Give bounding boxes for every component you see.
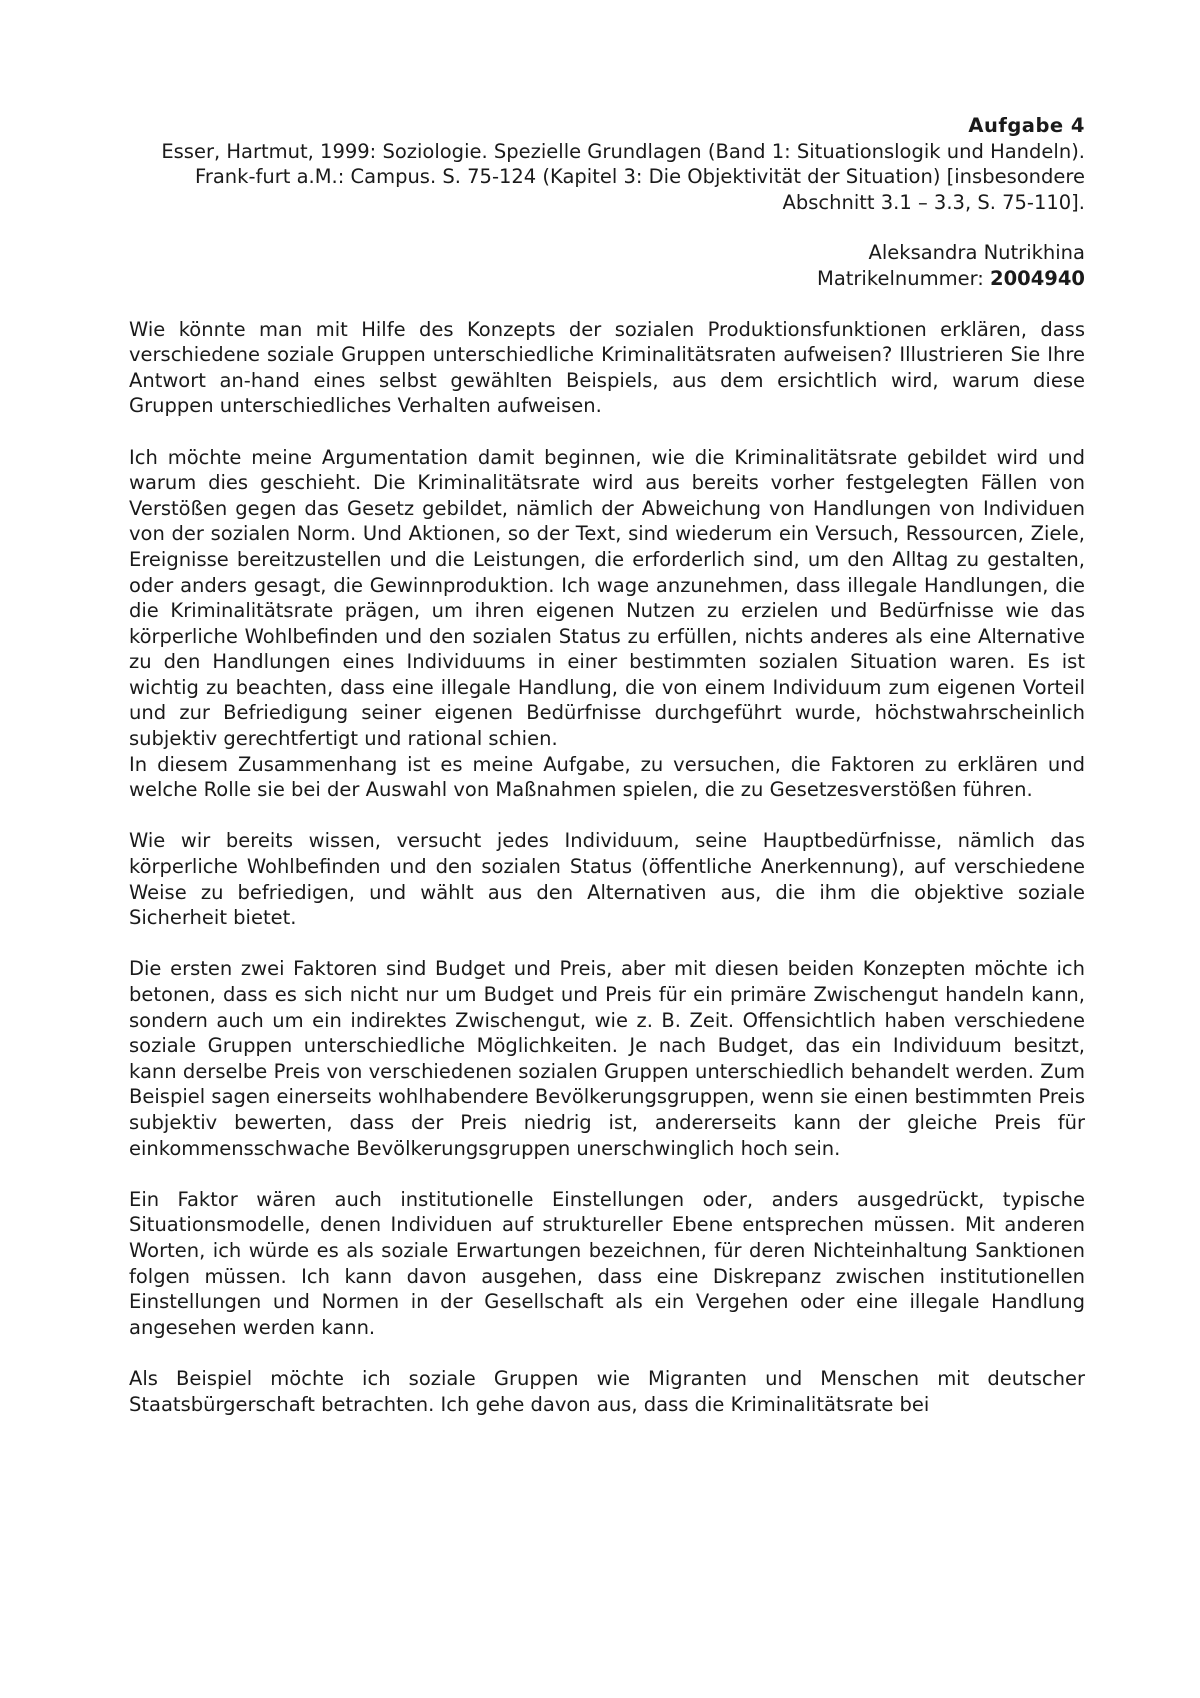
document-content: [129, 113, 1085, 1417]
paragraph-6: Als Beispiel möchte ich soziale Gruppen wie Migranten und Menschen mit deutscher Staatsbürgerschaft betrachten. Ich gehe davon aus, dass die Kriminalitätsrate bei: [129, 1366, 1085, 1416]
author-block: [129, 240, 1085, 291]
literature-reference: Esser, Hartmut, 1999: Soziologie. Spezielle Grundlagen (Band 1: Situationslogik und Handeln). Frank-furt a.M.: Campus. S. 75-124 (Kapitel 3: Die Objektivität der Situation) [insbesondere Abschnitt 3.1 – 3.3, S. 75-110].: [161, 139, 1085, 214]
matrikel-line: [129, 266, 1085, 292]
matrikel-label: Matrikelnummer:: [817, 266, 991, 290]
question-paragraph: Wie könnte man mit Hilfe des Konzepts der sozialen Produktionsfunktionen erklären, dass verschiedene soziale Gruppen unterschiedliche Kriminalitätsraten aufweisen? Illustrieren Sie Ihre Antwort an-hand eines selbst gewählten Beispiels, aus dem ersichtlich wird, warum diese Gruppen unterschiedliches Verhalten aufweisen.: [129, 317, 1085, 418]
author-name: Aleksandra Nutrikhina: [868, 241, 1085, 265]
task-title: Aufgabe 4: [968, 114, 1085, 137]
paragraph-5: Ein Faktor wären auch institutionelle Einstellungen oder, anders ausgedrückt, typische Situationsmodelle, denen Individuen auf struktureller Ebene entsprechen müssen. Mit anderen Worten, ich würde es als soziale Erwartungen bezeichnen, für deren Nichteinhaltung Sanktionen folgen müssen. Ich kann davon ausgehen, dass eine Diskrepanz zwischen institutionellen Einstellungen und Normen in der Gesellschaft als ein Vergehen oder eine illegale Handlung angesehen werden kann.: [129, 1187, 1085, 1339]
paragraph-4: Die ersten zwei Faktoren sind Budget und Preis, aber mit diesen beiden Konzepten möchte ich betonen, dass es sich nicht nur um Budget und Preis für ein primäre Zwischengut handeln kann, sondern auch um ein indirektes Zwischengut, wie z. B. Zeit. Offensichtlich haben verschiedene soziale Gruppen unterschiedliche Möglichkeiten. Je nach Budget, das ein Individuum besitzt, kann derselbe Preis von verschiedenen sozialen Gruppen unterschiedlich behandelt werden. Zum Beispiel sagen einerseits wohlhabendere Bevölkerungsgruppen, wenn sie einen bestimmten Preis subjektiv bewerten, dass der Preis niedrig ist, andererseits kann der gleiche Preis für einkommensschwache Bevölkerungsgruppen unerschwinglich hoch sein.: [129, 957, 1085, 1160]
matrikel-number: 2004940: [990, 266, 1085, 290]
paragraph-1: Ich möchte meine Argumentation damit beginnen, wie die Kriminalitätsrate gebildet wird und warum dies geschieht. Die Kriminalitätsrate wird aus bereits vorher festgelegten Fällen von Verstößen gegen das Gesetz gebildet, nämlich der Abweichung von Handlungen von Individuen von der sozialen Norm. Und Aktionen, so der Text, sind wiederum ein Versuch, Ressourcen, Ziele, Ereignisse bereitzustellen und die Leistungen, die erforderlich sind, um den Alltag zu gestalten, oder anders gesagt, die Gewinnproduktion. Ich wage anzunehmen, dass illegale Handlungen, die die Kriminalitätsrate prägen, um ihren eigenen Nutzen zu erzielen und Bedürfnisse wie das körperliche Wohlbefinden und den sozialen Status zu erfüllen, nichts anderes als eine Alternative zu den Handlungen eines Individuums in einer bestimmten sozialen Situation waren. Es ist wichtig zu beachten, dass eine illegale Handlung, die von einem Individuum zum eigenen Vorteil und zur Befriedigung seiner eigenen Bedürfnisse durchgeführt wurde, höchstwahrscheinlich subjektiv gerechtfertigt und rational schien.: [129, 445, 1085, 751]
paragraph-2: In diesem Zusammenhang ist es meine Aufgabe, zu versuchen, die Faktoren zu erklären und welche Rolle sie bei der Auswahl von Maßnahmen spielen, die zu Gesetzesverstößen führen.: [129, 752, 1085, 802]
paragraph-3: Wie wir bereits wissen, versucht jedes Individuum, seine Hauptbedürfnisse, nämlich das körperliche Wohlbefinden und den sozialen Status (öffentliche Anerkennung), auf verschiedene Weise zu befriedigen, und wählt aus den Alternativen aus, die ihm die objektive soziale Sicherheit bietet.: [129, 829, 1085, 930]
